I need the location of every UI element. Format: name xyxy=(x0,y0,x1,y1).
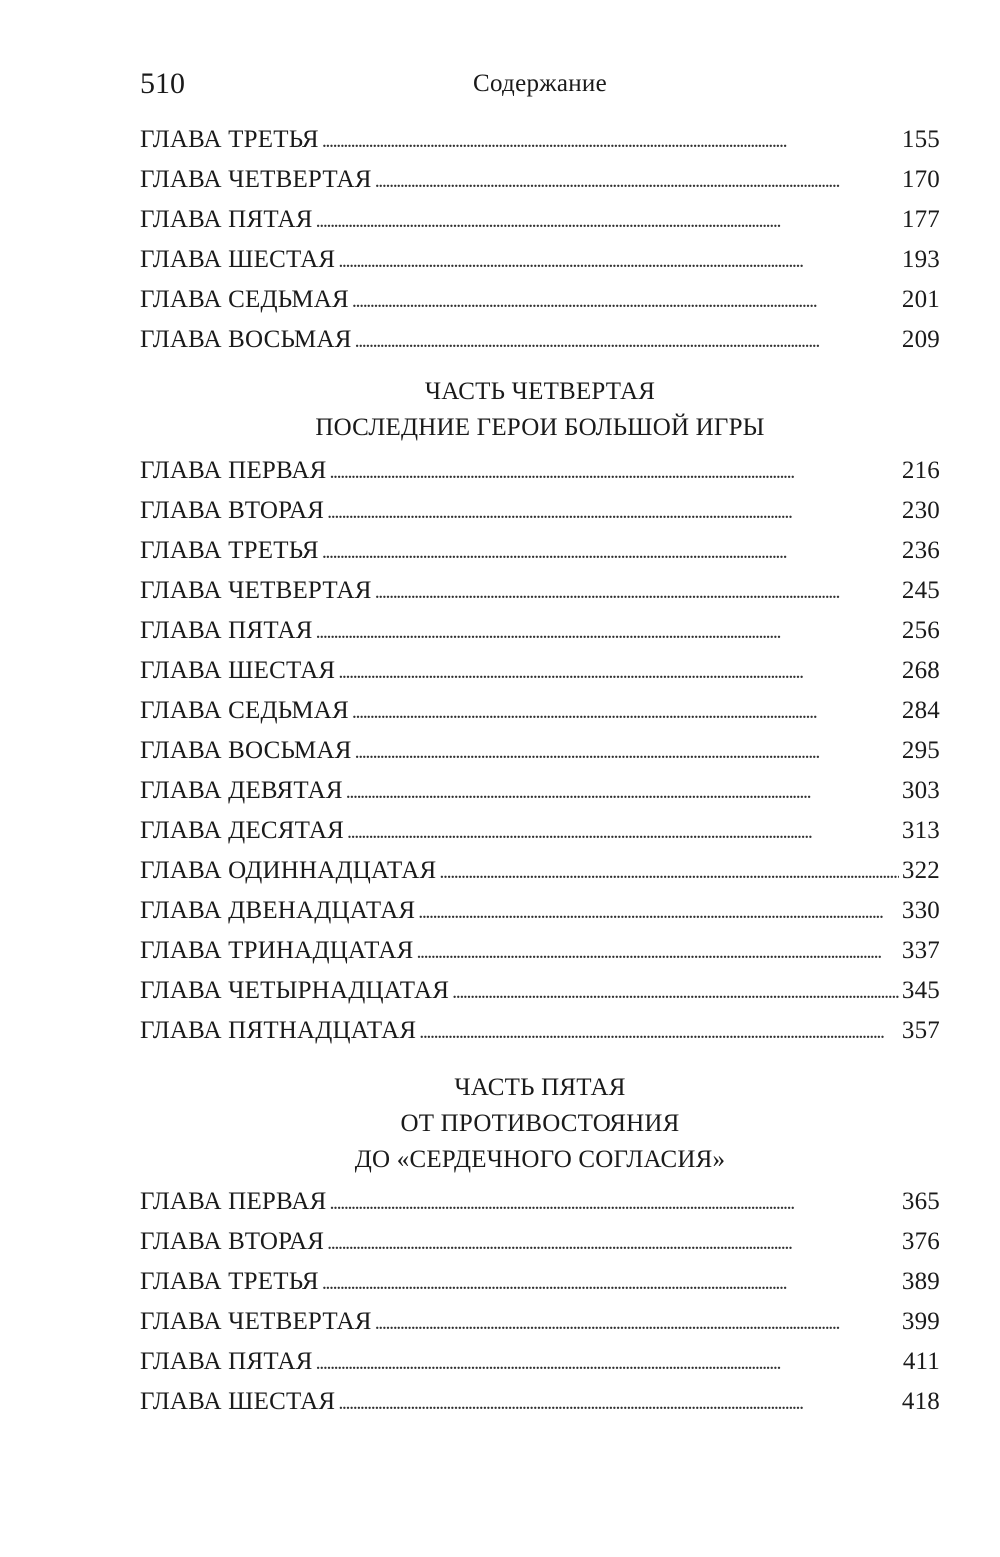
dot-leader xyxy=(329,451,898,492)
toc-entry-page: 337 xyxy=(901,937,940,964)
toc-entry-title: ГЛАВА ПЯТАЯ xyxy=(140,1348,313,1375)
toc-group-part-5 xyxy=(140,1182,940,1422)
toc-entry-title: ГЛАВА ПЕРВАЯ xyxy=(140,1188,327,1215)
toc-entry-page: 230 xyxy=(901,497,940,524)
toc-entry-page: 193 xyxy=(901,246,940,273)
toc-entry[interactable] xyxy=(140,280,940,320)
dot-leader xyxy=(419,1011,899,1052)
toc-entry-title: ГЛАВА СЕДЬМАЯ xyxy=(140,286,349,313)
toc-entry-page: 376 xyxy=(901,1228,940,1255)
toc-entry-page: 345 xyxy=(901,977,940,1004)
toc-entry-title: ГЛАВА ТРЕТЬЯ xyxy=(140,537,319,564)
toc-entry-title: ГЛАВА ВОСЬМАЯ xyxy=(140,326,352,353)
toc-entry-title: ГЛАВА СЕДЬМАЯ xyxy=(140,697,349,724)
toc-entry-page: 322 xyxy=(901,857,940,884)
toc-entry[interactable] xyxy=(140,1262,940,1302)
toc-entry-title: ГЛАВА ПЯТАЯ xyxy=(140,617,313,644)
toc-entry-title: ГЛАВА ЧЕТВЕРТАЯ xyxy=(140,166,372,193)
dot-leader xyxy=(375,160,899,201)
dot-leader xyxy=(352,280,899,321)
toc-entry[interactable] xyxy=(140,971,940,1011)
toc-entry-title: ГЛАВА ТРИНАДЦАТАЯ xyxy=(140,937,414,964)
toc-entry-title: ГЛАВА ТРЕТЬЯ xyxy=(140,126,319,153)
dot-leader xyxy=(416,931,898,972)
toc-entry-title: ГЛАВА ВТОРАЯ xyxy=(140,1228,325,1255)
toc-entry[interactable] xyxy=(140,1182,940,1222)
toc-entry-title: ГЛАВА ДВЕНАДЦАТАЯ xyxy=(140,897,416,924)
toc-entry[interactable] xyxy=(140,931,940,971)
page-number: 510 xyxy=(140,67,185,100)
toc-entry[interactable] xyxy=(140,120,940,160)
toc-entry[interactable] xyxy=(140,1342,940,1382)
dot-leader xyxy=(327,1222,899,1263)
toc-entry-title: ГЛАВА ШЕСТАЯ xyxy=(140,657,336,684)
toc-entry-title: ГЛАВА ВТОРАЯ xyxy=(140,497,325,524)
toc-entry-title: ГЛАВА ШЕСТАЯ xyxy=(140,1388,336,1415)
dot-leader xyxy=(329,1182,898,1223)
toc-entry-page: 177 xyxy=(901,206,940,233)
running-title: Содержание xyxy=(473,70,607,97)
toc-entry-title: ГЛАВА ДЕВЯТАЯ xyxy=(140,777,343,804)
toc-entry[interactable] xyxy=(140,891,940,931)
toc-entry[interactable] xyxy=(140,651,940,691)
part-title: ЧАСТЬ ПЯТАЯ xyxy=(454,1074,626,1101)
toc-entry-title: ГЛАВА ВОСЬМАЯ xyxy=(140,737,352,764)
toc-entry-title: ГЛАВА ЧЕТВЕРТАЯ xyxy=(140,577,372,604)
toc-entry-page: 216 xyxy=(901,457,940,484)
toc-entry-title: ГЛАВА ТРЕТЬЯ xyxy=(140,1268,319,1295)
toc-entry[interactable] xyxy=(140,160,940,200)
toc-entry[interactable] xyxy=(140,1382,940,1422)
dot-leader xyxy=(322,120,899,161)
toc-entry-page: 313 xyxy=(901,817,940,844)
part-subtitle: ПОСЛЕДНИЕ ГЕРОИ БОЛЬШОЙ ИГРЫ xyxy=(315,414,765,441)
dot-leader xyxy=(338,240,899,281)
toc-entry-page: 236 xyxy=(901,537,940,564)
toc-entry[interactable] xyxy=(140,771,940,811)
toc-entry-title: ГЛАВА ДЕСЯТАЯ xyxy=(140,817,345,844)
dot-leader xyxy=(316,200,899,241)
dot-leader xyxy=(375,1302,899,1343)
part-subtitle: ОТ ПРОТИВОСТОЯНИЯ xyxy=(400,1110,680,1137)
toc-entry-page: 399 xyxy=(901,1308,940,1335)
toc-entry-title: ГЛАВА ЧЕТВЕРТАЯ xyxy=(140,1308,372,1335)
dot-leader xyxy=(355,320,899,361)
toc-entry-page: 209 xyxy=(901,326,940,353)
toc-entry[interactable] xyxy=(140,320,940,360)
toc-entry-page: 284 xyxy=(901,697,940,724)
dot-leader xyxy=(316,1342,900,1383)
toc-entry-page: 411 xyxy=(902,1348,940,1375)
toc-entry-page: 295 xyxy=(901,737,940,764)
toc-entry-page: 256 xyxy=(901,617,940,644)
toc-entry-title: ГЛАВА ПЕРВАЯ xyxy=(140,457,327,484)
toc-entry[interactable] xyxy=(140,731,940,771)
dot-leader xyxy=(452,971,899,1012)
toc-entry-page: 365 xyxy=(901,1188,940,1215)
running-head xyxy=(140,62,940,106)
toc-entry[interactable] xyxy=(140,240,940,280)
toc-entry[interactable] xyxy=(140,811,940,851)
toc-entry-title: ГЛАВА ЧЕТЫРНАДЦАТАЯ xyxy=(140,977,450,1004)
toc-entry-page: 201 xyxy=(901,286,940,313)
toc-entry[interactable] xyxy=(140,1222,940,1262)
part-heading-5 xyxy=(140,1070,940,1178)
dot-leader xyxy=(316,611,899,652)
toc-group-part-4 xyxy=(140,451,940,1051)
toc-entry[interactable] xyxy=(140,531,940,571)
toc-entry[interactable] xyxy=(140,1302,940,1342)
dot-leader xyxy=(338,651,899,692)
toc-entry[interactable] xyxy=(140,571,940,611)
toc-entry[interactable] xyxy=(140,1011,940,1051)
toc-entry-page: 155 xyxy=(901,126,940,153)
toc-entry-page: 303 xyxy=(901,777,940,804)
dot-leader xyxy=(355,731,899,772)
dot-leader xyxy=(327,491,899,532)
dot-leader xyxy=(352,691,899,732)
dot-leader xyxy=(439,851,899,892)
toc-entry[interactable] xyxy=(140,451,940,491)
toc-entry-page: 389 xyxy=(901,1268,940,1295)
toc-group-continued xyxy=(140,120,940,360)
toc-entry[interactable] xyxy=(140,200,940,240)
toc-entry-page: 268 xyxy=(901,657,940,684)
dot-leader xyxy=(338,1382,899,1423)
toc-entry-page: 245 xyxy=(901,577,940,604)
dot-leader xyxy=(322,531,899,572)
toc-entry-page: 357 xyxy=(901,1017,940,1044)
dot-leader xyxy=(418,891,899,932)
toc-entry-page: 330 xyxy=(901,897,940,924)
toc-entry-page: 170 xyxy=(901,166,940,193)
toc-entry[interactable] xyxy=(140,491,940,531)
dot-leader xyxy=(347,811,899,852)
toc-entry[interactable] xyxy=(140,851,940,891)
toc-entry[interactable] xyxy=(140,611,940,651)
dot-leader xyxy=(322,1262,899,1303)
part-subtitle: ДО «СЕРДЕЧНОГО СОГЛАСИЯ» xyxy=(354,1146,726,1173)
dot-leader xyxy=(375,571,899,612)
part-title: ЧАСТЬ ЧЕТВЕРТАЯ xyxy=(424,378,656,405)
part-heading-4 xyxy=(140,374,940,446)
toc-entry-title: ГЛАВА ОДИННАДЦАТАЯ xyxy=(140,857,437,884)
toc-entry-page: 418 xyxy=(901,1388,940,1415)
toc-entry-title: ГЛАВА ПЯТАЯ xyxy=(140,206,313,233)
toc-entry-title: ГЛАВА ПЯТНАДЦАТАЯ xyxy=(140,1017,417,1044)
toc-entry[interactable] xyxy=(140,691,940,731)
toc-entry-title: ГЛАВА ШЕСТАЯ xyxy=(140,246,336,273)
dot-leader xyxy=(346,771,899,812)
